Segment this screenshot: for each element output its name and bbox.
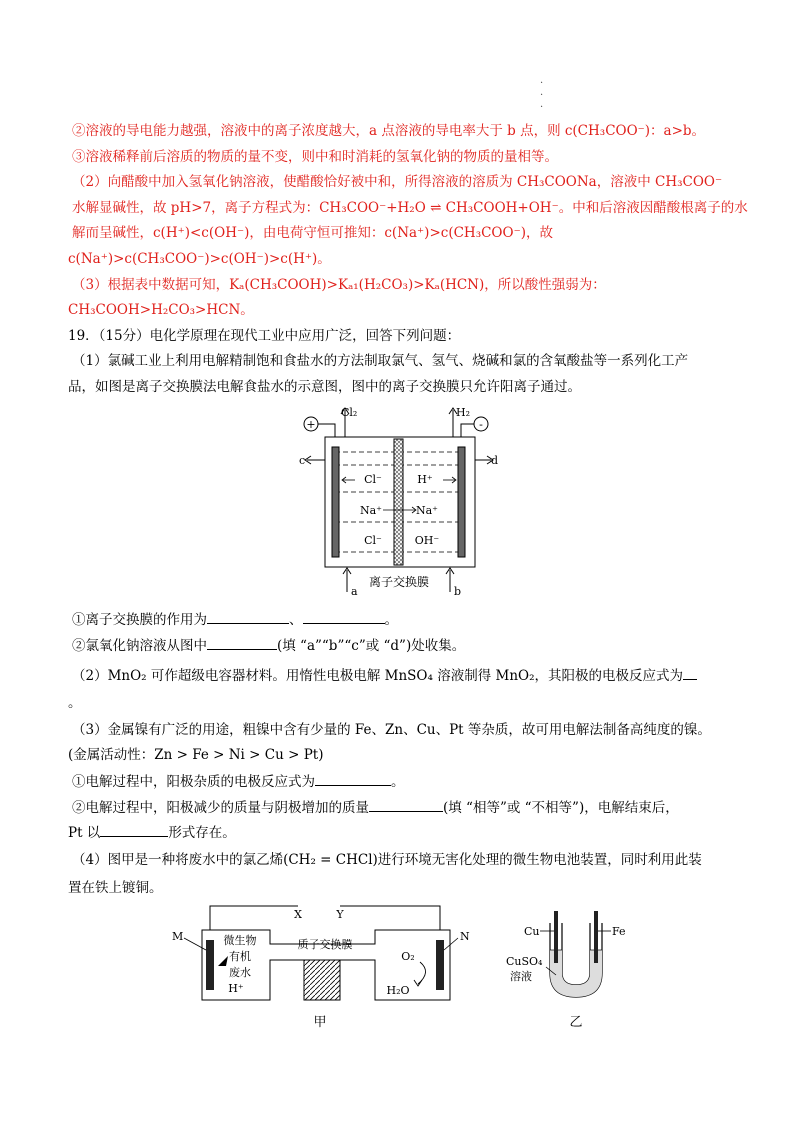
- microbe-label-1: 微生物: [223, 934, 257, 947]
- answer-line-6: c(Na⁺)>c(CH₃COO⁻)>c(OH⁻)>c(H⁺)。: [68, 251, 331, 267]
- cuso4-label: CuSO₄: [506, 955, 543, 968]
- q19-part3-line2: (金属活动性：Zn > Fe > Ni > Cu > Pt): [68, 747, 324, 763]
- ion-exchange-membrane: [394, 439, 403, 565]
- q1-sub1: [72, 609, 398, 630]
- q1-sub2-text: ②氯氧化钠溶液从图中: [72, 638, 207, 654]
- h2-label: H₂: [455, 406, 470, 419]
- microbial-cell-diagram: [170, 900, 470, 1030]
- chloride-ion-label: Cl⁻: [364, 473, 382, 486]
- electrolysis-cell-diagram: [295, 402, 499, 602]
- q3-sub3: [68, 822, 236, 843]
- water-label: H₂O: [386, 984, 410, 997]
- q19-part2-line1: [72, 665, 697, 686]
- answer-blank-7[interactable]: [100, 822, 168, 837]
- q3-sub2-text: ②电解过程中，阳极减少的质量与阴极增加的质量: [72, 800, 369, 816]
- membrane-label: 质子交换膜: [297, 938, 353, 951]
- microbe-label-2: 有机: [229, 950, 251, 963]
- q19-part1-line2: 品，如图是离子交换膜法电解食盐水的示意图，图中的离子交换膜只允许阳离子通过。: [68, 379, 581, 395]
- q3-sub2-hint: (填 “相等”或 “不相等”)，电解结束后，: [443, 800, 679, 816]
- hydrogen-ion-label: H⁺: [417, 473, 433, 486]
- plus-label: +: [306, 418, 316, 431]
- answer-line-5: 解而呈碱性，c(H⁺)<c(OH⁻)，由电荷守恒可推知：c(Na⁺)>c(CH₃COO⁻)，故: [72, 225, 553, 241]
- inlet-b-label: b: [454, 585, 462, 598]
- membrane-caption: 离子交换膜: [368, 575, 430, 589]
- h-ion-label: H⁺: [228, 982, 244, 995]
- electrode-m-label: M: [172, 930, 184, 943]
- cathode-electrode: [458, 447, 465, 557]
- hydroxide-ion-label: OH⁻: [414, 534, 440, 547]
- electrode-m: [206, 940, 214, 990]
- q3-sub3-text: Pt 以: [68, 825, 101, 841]
- answer-blank-6[interactable]: [369, 797, 443, 812]
- q3-sub2: [72, 797, 679, 818]
- outlet-c-label: c: [299, 454, 306, 467]
- microbe-label-3: 废水: [229, 966, 251, 979]
- answer-line-4: 水解显碱性，故 pH>7，离子方程式为：CH₃COO⁻+H₂O ⇌ CH₃COOH+OH⁻。中和后溶液因醋酸根离子的水: [72, 200, 748, 216]
- q1-sub1-text: ①离子交换膜的作用为: [72, 612, 207, 628]
- q1-sub1-sep: 、: [289, 612, 303, 628]
- answer-line-1: ②溶液的导电能力越强，溶液中的离子浓度越大，a 点溶液的导电率大于 b 点，则 c(CH₃COO⁻)：a>b。: [72, 123, 706, 139]
- q3-sub3-end: 形式存在。: [168, 825, 236, 841]
- answer-line-2: ③溶液稀释前后溶质的物质的量不变，则中和时消耗的氢氧化钠的物质的量相等。: [72, 149, 558, 165]
- cu-label: Cu: [524, 925, 540, 938]
- anode-electrode: [332, 447, 339, 557]
- sodium-ion-right-label: Na⁺: [416, 504, 438, 517]
- solution-label: 溶液: [510, 970, 532, 983]
- answer-line-8: CH₃COOH>H₂CO₃>HCN。: [68, 302, 254, 318]
- q3-sub1-end: 。: [391, 774, 405, 790]
- terminal-y-label: Y: [336, 908, 344, 921]
- answer-blank-3[interactable]: [207, 635, 277, 650]
- q3-sub1-text: ①电解过程中，阳极杂质的电极反应式为: [72, 774, 315, 790]
- answer-blank-2[interactable]: [303, 609, 385, 624]
- answer-blank-5[interactable]: [315, 771, 391, 786]
- q1-sub2-hint: (填 “a”“b”“c”或 “d”)处收集。: [277, 638, 466, 654]
- inlet-a-label: a: [351, 585, 358, 598]
- terminal-x-label: X: [294, 908, 302, 921]
- q1-sub1-end: 。: [384, 612, 398, 628]
- question-19-heading: 19．（15分）电化学原理在现代工业中应用广泛，回答下列问题：: [68, 328, 461, 344]
- cl2-label: Cl₂: [341, 406, 358, 419]
- q3-sub1: [72, 771, 405, 792]
- chloride-ion-lower-label: Cl⁻: [364, 534, 382, 547]
- scan-dots: · · ·: [540, 78, 544, 113]
- sodium-ion-left-label: Na⁺: [360, 504, 382, 517]
- minus-label: -: [479, 418, 483, 431]
- outlet-d-label: d: [491, 454, 499, 467]
- electrode-n: [436, 940, 444, 990]
- q19-part4-line2: 置在铁上镀铜。: [68, 880, 163, 896]
- q19-part2-line2: 。: [68, 695, 82, 711]
- iron-electrode: [594, 911, 598, 963]
- q19-part3-line1: （3）金属镍有广泛的用途，粗镍中含有少量的 Fe、Zn、Cu、Pt 等杂质，故可用电解法制备高纯度的镍。: [72, 722, 711, 738]
- q19-part1-line1: （1）氯碱工业上利用电解精制饱和食盐水的方法制取氯气、氢气、烧碱和氯的含氧酸盐等一系列化工产: [72, 353, 689, 369]
- figure-jia-caption: 甲: [313, 1015, 327, 1030]
- proton-exchange-membrane: [304, 960, 340, 1000]
- q19-part2-text: （2）MnO₂ 可作超级电容器材料。用惰性电极电解 MnSO₄ 溶液制得 MnO₂，其阳极的电极反应式为: [72, 668, 683, 684]
- electrode-n-label: N: [460, 930, 470, 943]
- answer-line-7: （3）根据表中数据可知，Kₐ(CH₃COOH)>Kₐ₁(H₂CO₃)>Kₐ(HCN)，所以酸性强弱为：: [72, 277, 606, 293]
- q1-sub2: [72, 635, 465, 656]
- answer-blank-4[interactable]: [683, 665, 697, 680]
- copper-electrode: [554, 911, 558, 963]
- oxygen-label: O₂: [401, 950, 415, 963]
- figure-yi-caption: 乙: [569, 1015, 583, 1030]
- u-tube-plating-diagram: [500, 905, 640, 1030]
- fe-label: Fe: [612, 925, 626, 938]
- answer-blank-1[interactable]: [207, 609, 289, 624]
- answer-line-3: （2）向醋酸中加入氢氧化钠溶液，使醋酸恰好被中和，所得溶液的溶质为 CH₃COONa，溶液中 CH₃COO⁻: [72, 174, 723, 190]
- q19-part4-line1: （4）图甲是一种将废水中的氯乙烯(CH₂ = CHCl)进行环境无害化处理的微生物电池装置，同时利用此装: [72, 852, 702, 868]
